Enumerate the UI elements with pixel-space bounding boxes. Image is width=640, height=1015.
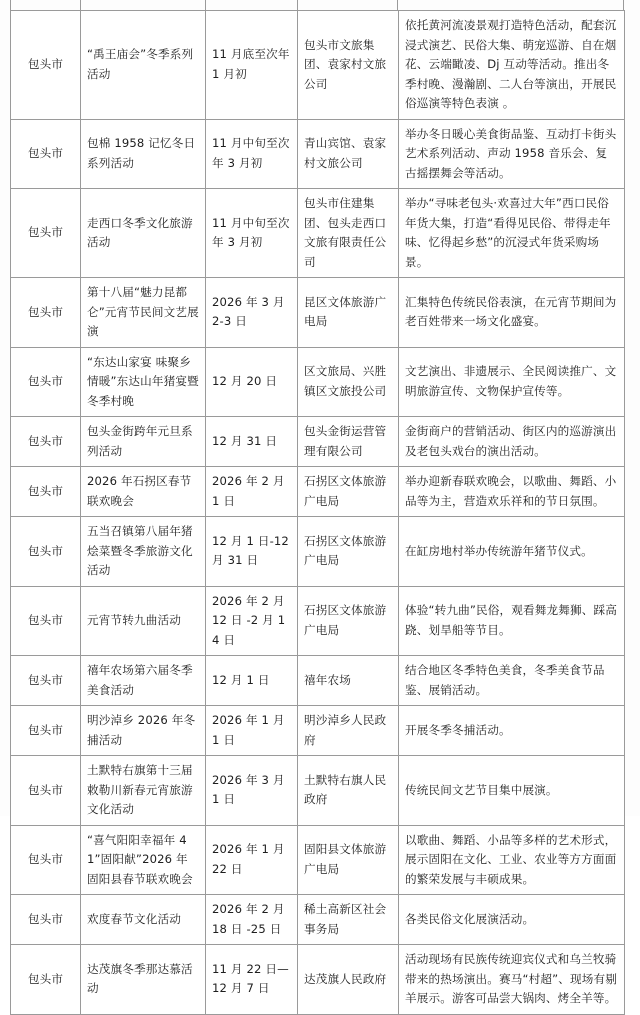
cell-description: 举办迎新春联欢晚会，以歌曲、舞蹈、小品等为主，营造欢乐祥和的节日氛围。	[399, 467, 625, 517]
cell-organizer: 昆区文体旅游广电局	[298, 278, 399, 348]
cell-activity-name: 包棉 1958 记忆冬日系列活动	[81, 119, 206, 189]
cell-organizer: 达茂旗人民政府	[298, 945, 399, 1015]
cell-organizer: 固阳县文体旅游广电局	[298, 825, 399, 895]
cell-activity-name: 明沙淖乡 2026 年冬捕活动	[81, 706, 206, 756]
cell-region: 包头市	[11, 825, 81, 895]
table-row	[11, 517, 625, 587]
cell-organizer: 包头金街运营管理有限公司	[298, 417, 399, 467]
cell-activity-name: “喜气阳阳幸福年 41”固阳献”2026 年固阳县春节联欢晚会	[81, 825, 206, 895]
cell-region: 包头市	[11, 586, 81, 656]
cell-activity-name: 2026 年石拐区春节联欢晚会	[81, 467, 206, 517]
cell-activity-name: 土默特右旗第十三届敕勒川新春元宵旅游文化活动	[81, 756, 206, 826]
cell-activity-date: 2026 年 1 月 1 日	[206, 706, 298, 756]
cell-organizer: 青山宾馆、袁家村文旅公司	[298, 119, 399, 189]
cell-region: 包头市	[11, 119, 81, 189]
table-row	[11, 347, 625, 417]
cell-activity-name: “禹王庙会”冬季系列活动	[81, 11, 206, 120]
activities-table	[10, 10, 625, 1015]
cell-region: 包头市	[11, 895, 81, 945]
activities-table-container	[10, 10, 624, 1005]
cell-region: 包头市	[11, 189, 81, 278]
cell-description: 各类民俗文化展演活动。	[399, 895, 625, 945]
table-row	[11, 706, 625, 756]
cell-organizer: 土默特右旗人民政府	[298, 756, 399, 826]
cell-region: 包头市	[11, 347, 81, 417]
cell-region: 包头市	[11, 11, 81, 120]
cell-activity-date: 2026 年 2 月 1 日	[206, 467, 298, 517]
cell-activity-name: 第十八届“魅力昆都仑”元宵节民间文艺展演	[81, 278, 206, 348]
cell-region: 包头市	[11, 517, 81, 587]
table-row	[11, 467, 625, 517]
cell-region: 包头市	[11, 467, 81, 517]
cell-description: 依托黄河流凌景观打造特色活动，配套沉浸式演艺、民俗大集、萌宠巡游、自在烟花、云端瞰凌、Dj 互动等活动。推出冬季村晚、漫瀚剧、二人台等演出，开展民俗巡演等特色表演 。	[399, 11, 625, 120]
cell-organizer: 石拐区文体旅游广电局	[298, 517, 399, 587]
table-row	[11, 895, 625, 945]
cell-region: 包头市	[11, 417, 81, 467]
cell-activity-date: 2026 年 1 月 22 日	[206, 825, 298, 895]
cell-organizer: 明沙淖乡人民政府	[298, 706, 399, 756]
cell-activity-date: 11 月底至次年 1 月初	[206, 11, 298, 120]
cell-description: 开展冬季冬捕活动。	[399, 706, 625, 756]
cell-organizer: 石拐区文体旅游广电局	[298, 467, 399, 517]
cell-description: 以歌曲、舞蹈、小品等多样的艺术形式，展示固阳在文化、工业、农业等方方面面的繁荣发展与丰硕成果。	[399, 825, 625, 895]
cell-activity-date: 12 月 1 日-12 月 31 日	[206, 517, 298, 587]
cell-activity-name: 欢度春节文化活动	[81, 895, 206, 945]
cell-activity-date: 12 月 20 日	[206, 347, 298, 417]
table-row	[11, 586, 625, 656]
table-row	[11, 417, 625, 467]
cell-description: 金街商户的营销活动、街区内的巡游演出及老包头戏台的演出活动。	[399, 417, 625, 467]
cell-organizer: 稀土高新区社会事务局	[298, 895, 399, 945]
cell-region: 包头市	[11, 756, 81, 826]
cell-activity-name: 元宵节转九曲活动	[81, 586, 206, 656]
cell-activity-date: 2026 年 2 月 12 日 -2 月 14 日	[206, 586, 298, 656]
cell-region: 包头市	[11, 945, 81, 1015]
cell-activity-name: 禧年农场第六届冬季美食活动	[81, 656, 206, 706]
cell-description: 文艺演出、非遗展示、全民阅读推广、文明旅游宣传、文物保护宣传等。	[399, 347, 625, 417]
cell-activity-name: 五当召镇第八届年猪烩菜暨冬季旅游文化活动	[81, 517, 206, 587]
cell-organizer: 区文旅局、兴胜镇区文旅投公司	[298, 347, 399, 417]
table-row	[11, 119, 625, 189]
cell-organizer: 石拐区文体旅游广电局	[298, 586, 399, 656]
cell-activity-name: 走西口冬季文化旅游活动	[81, 189, 206, 278]
activities-table-body	[11, 11, 625, 1015]
cell-description: 在缸房地村举办传统游年猪节仪式。	[399, 517, 625, 587]
table-row	[11, 825, 625, 895]
cell-region: 包头市	[11, 278, 81, 348]
cell-description: 活动现场有民族传统迎宾仪式和乌兰牧骑带来的热场演出。赛马“村超”、现场有剔羊展示。游客可品尝大锅肉、烤全羊等。	[399, 945, 625, 1015]
cell-activity-name: “东达山家宴 味聚乡情暖”东达山年猪宴暨冬季村晚	[81, 347, 206, 417]
table-row	[11, 278, 625, 348]
cell-activity-date: 12 月 1 日	[206, 656, 298, 706]
clip-right-margin	[624, 0, 640, 18]
cell-description: 举办“寻味老包头·欢喜过大年”西口民俗年货大集，打造“看得见民俗、带得走年味、忆得起乡愁”的沉浸式年货采购场景。	[399, 189, 625, 278]
cell-region: 包头市	[11, 706, 81, 756]
cell-description: 体验“转九曲”民俗，观看舞龙舞狮、踩高跷、划旱船等节目。	[399, 586, 625, 656]
table-row	[11, 189, 625, 278]
cell-description: 传统民间文艺节目集中展演。	[399, 756, 625, 826]
table-row	[11, 756, 625, 826]
cell-description: 结合地区冬季特色美食，冬季美食节品鉴、展销活动。	[399, 656, 625, 706]
cell-activity-date: 2026 年 3 月 2-3 日	[206, 278, 298, 348]
table-row	[11, 656, 625, 706]
table-row	[11, 945, 625, 1015]
cell-activity-name: 包头金街跨年元旦系列活动	[81, 417, 206, 467]
cell-description: 汇集特色传统民俗表演，在元宵节期间为老百姓带来一场文化盛宴。	[399, 278, 625, 348]
cell-activity-date: 12 月 31 日	[206, 417, 298, 467]
cell-region: 包头市	[11, 656, 81, 706]
cell-activity-date: 2026 年 2 月 18 日 -25 日	[206, 895, 298, 945]
table-row	[11, 11, 625, 120]
cell-organizer: 包头市文旅集团、袁家村文旅公司	[298, 11, 399, 120]
cell-activity-date: 11 月 22 日—12 月 7 日	[206, 945, 298, 1015]
cell-activity-date: 11 月中旬至次年 3 月初	[206, 119, 298, 189]
cell-organizer: 包头市住建集团、包头走西口文旅有限责任公司	[298, 189, 399, 278]
cell-organizer: 禧年农场	[298, 656, 399, 706]
cell-activity-date: 11 月中旬至次年 3 月初	[206, 189, 298, 278]
cell-activity-name: 达茂旗冬季那达慕活动	[81, 945, 206, 1015]
cell-activity-date: 2026 年 3 月 1 日	[206, 756, 298, 826]
cell-description: 举办冬日暖心美食街品鉴、互动打卡街头艺术系列活动、声动 1958 音乐会、复古摇摆舞会等活动。	[399, 119, 625, 189]
